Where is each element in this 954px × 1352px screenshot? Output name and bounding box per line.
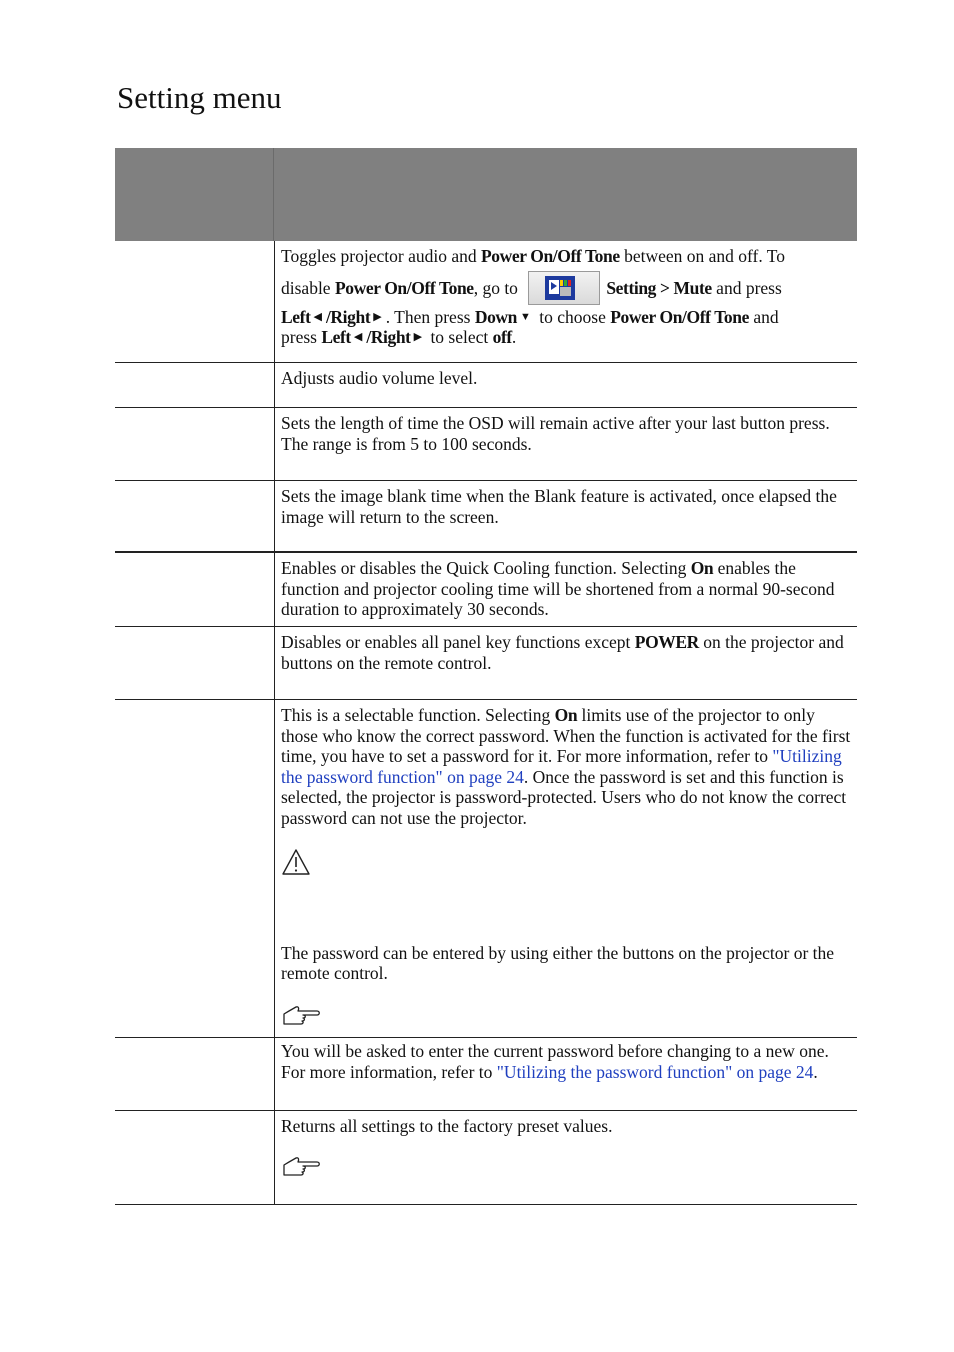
change-password-description: You will be asked to enter the current password before changing to a new one. For more information, refer to "Utilizing the password function" on page 24.	[281, 1041, 829, 1082]
password-function-link[interactable]: "Utilizing the password function" on page 24	[281, 746, 842, 787]
table-row-mute	[115, 241, 857, 363]
table-row-osd	[115, 408, 857, 481]
warning-triangle-icon	[281, 848, 851, 881]
table-row-panel-key-lock	[115, 627, 857, 700]
table-row-password	[115, 700, 857, 1038]
left-triangle-icon: ◀	[313, 310, 322, 323]
panel-key-lock-description: Disables or enables all panel key functions except POWER on the projector and buttons on the remote control.	[281, 632, 844, 673]
page-title: Setting menu	[117, 80, 282, 115]
table-row-quick-cooling	[115, 553, 857, 627]
table-row-blank	[115, 481, 857, 553]
right-triangle-icon: ▶	[413, 330, 423, 343]
setting-menu-icon	[528, 271, 600, 305]
mute-description: Toggles projector audio and Power On/Off Tone between on and off. To disable Power On/Off Tone, go to Setting > Mute and press Left ◀ /Right ▶ . Then press Down ▼ to choose Power On/Off Tone and press Left ◀ /Right ▶ to select off.	[281, 246, 786, 347]
table-header	[115, 148, 857, 241]
osd-description: Sets the length of time the OSD will remain active after your last button press. The range is from 5 to 100 seconds.	[281, 413, 830, 454]
password-function-link[interactable]: "Utilizing the password function" on page 24	[496, 1061, 814, 1082]
quick-cooling-description: Enables or disables the Quick Cooling function. Selecting On enables the function and projector cooling time will be shortened from a normal 90-second duration to approximately 30 seconds.	[281, 558, 835, 619]
password-description: This is a selectable function. Selecting On limits use of the projector to only those who know the correct password. When the function is activated for the first time, you have to set a password for it. For more information, refer to "Utilizing the password function" on page 24. Once the password is set and this function is selected, the projector is password-protected. Users who do not know the correct password can not use the projector.	[281, 705, 851, 828]
table-row-change-password	[115, 1038, 857, 1111]
left-triangle-icon: ◀	[353, 330, 363, 343]
pointing-hand-icon	[281, 1004, 851, 1031]
blank-description: Sets the image blank time when the Blank feature is activated, once elapsed the image will return to the screen.	[281, 486, 837, 527]
right-triangle-icon: ▶	[373, 310, 382, 323]
down-triangle-icon: ▼	[520, 310, 531, 323]
table-row-reset	[115, 1111, 857, 1205]
table-row-volume	[115, 363, 857, 408]
settings-table	[115, 148, 857, 1205]
volume-description: Adjusts audio volume level.	[281, 368, 478, 388]
reset-description: Returns all settings to the factory preset values.	[281, 1116, 613, 1136]
password-entry-note: The password can be entered by using either the buttons on the projector or the remote control.	[281, 942, 835, 983]
pointing-hand-icon	[281, 1155, 851, 1182]
